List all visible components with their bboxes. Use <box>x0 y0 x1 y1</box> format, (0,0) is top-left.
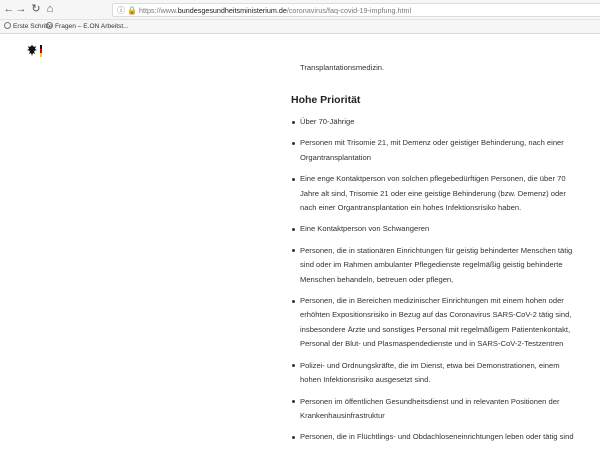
list-item: Personen mit Trisomie 21, mit Demenz oder geistiger Behinderung, nach einer Organtransplantation <box>291 136 581 165</box>
list-item: Personen im öffentlichen Gesundheitsdienst und in relevanten Positionen der Krankenhausinfrastruktur <box>291 395 581 424</box>
lock-icon[interactable]: 🔒 <box>127 6 137 15</box>
url-path: /coronavirus/faq-covid-19-impfung.html <box>286 6 412 15</box>
home-icon[interactable]: ⌂ <box>46 3 54 15</box>
priority-list <box>291 115 581 445</box>
section-heading: Hohe Priorität <box>291 94 361 106</box>
reload-icon[interactable]: ↻ <box>31 3 41 15</box>
list-item: Personen, die in stationären Einrichtungen für geistig behinderter Menschen tätig sind oder im Rahmen ambulanter Pflegedienste regelmäßig geistig behinderte Menschen behandeln, betreuen oder pflegen, <box>291 244 581 287</box>
list-item: Eine Kontaktperson von Schwangeren <box>291 222 581 236</box>
globe-icon <box>4 22 11 29</box>
trailing-text: Transplantationsmedizin. <box>300 63 385 72</box>
address-bar[interactable] <box>112 3 600 17</box>
globe-icon <box>46 22 53 29</box>
url-host: bundesgesundheitsministerium.de <box>177 6 287 15</box>
site-info-icon[interactable]: ⓘ <box>117 6 125 15</box>
forward-icon[interactable]: → <box>15 3 27 15</box>
bookmark-label: Erste Schritte <box>13 23 53 30</box>
browser-toolbar <box>0 0 600 20</box>
list-item: Über 70-Jährige <box>291 115 581 129</box>
list-item: Polizei- und Ordnungskräfte, die im Dienst, etwa bei Demonstrationen, einem hohen Infektionsrisiko ausgesetzt sind. <box>291 359 581 388</box>
bookmark-fragen-eon[interactable] <box>46 21 129 33</box>
federal-eagle-logo-icon[interactable] <box>26 44 48 58</box>
list-item: Eine enge Kontaktperson von solchen pflegebedürftigen Personen, die über 70 Jahre alt sind, Trisomie 21 oder eine geistige Behinderung (bzw. Demenz) oder nach einer Organtransplantation ein hohes Infektionsrisiko haben. <box>291 172 581 215</box>
list-item: Personen, die in Flüchtlings- und Obdachloseneinrichtungen leben oder tätig sind <box>291 430 581 444</box>
bookmark-label: Fragen – E.ON Arbeitst... <box>55 23 129 30</box>
url-text[interactable] <box>139 5 411 17</box>
main-content <box>291 62 581 452</box>
bookmarks-bar <box>0 20 600 34</box>
url-prefix: https://www. <box>139 6 178 15</box>
list-item: Personen, die in Bereichen medizinischer Einrichtungen mit einem hohen oder erhöhten Expositionsrisiko in Bezug auf das Coronavirus SARS-CoV-2 tätig sind, insbesondere Ärzte und sonstiges Personal mit regelmäßigem Patientenkontakt, Personal der Blut- und Plasmaspendedienste und in SARS-CoV-2-Testzentren <box>291 294 581 352</box>
back-icon[interactable]: ← <box>3 3 15 15</box>
